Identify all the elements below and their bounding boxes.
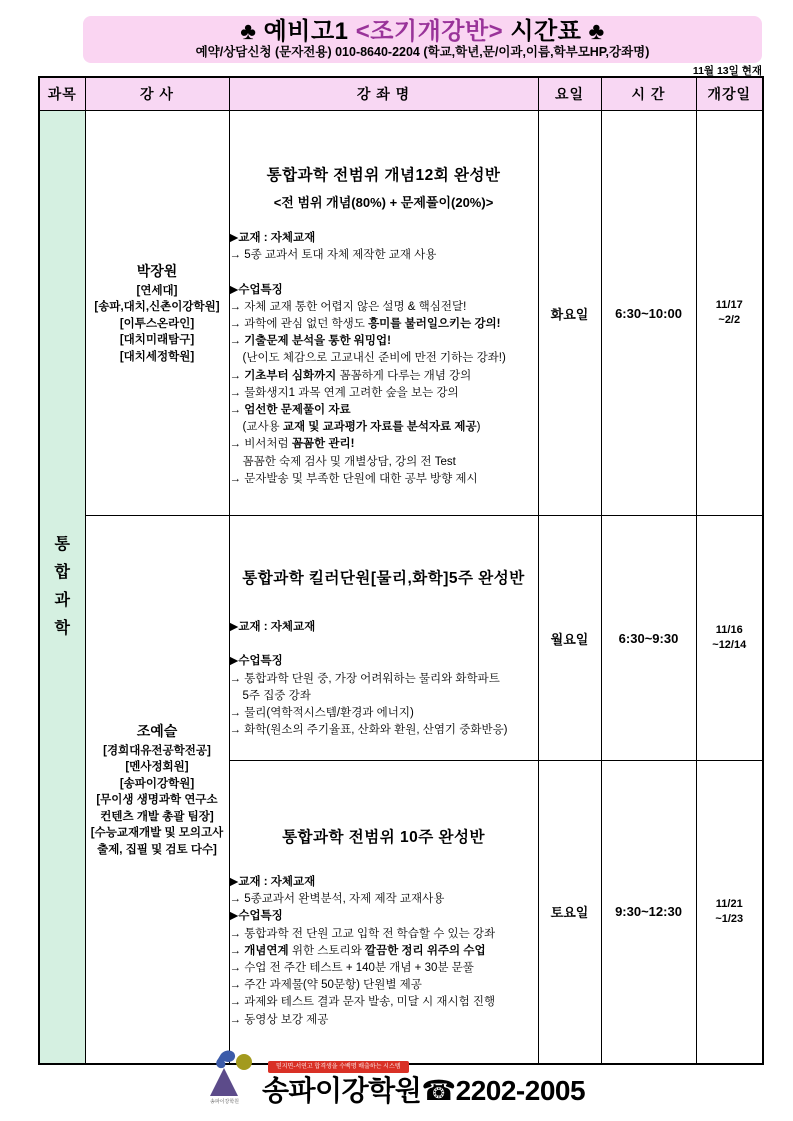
course-detail-line: → 과학에 관심 없던 학생도 흥미를 불러일으키는 강의! (229, 318, 501, 331)
course-detail-line: → 과제와 테스트 결과 문자 발송, 미달 시 재시험 진행 (229, 996, 496, 1009)
list-line: 과 (54, 591, 70, 609)
startdate-cell-1 (696, 111, 763, 516)
course-detail-line: → 수업 전 주간 테스트 + 140분 개념 + 30분 문풀 (229, 962, 474, 975)
list-line: 합 (54, 563, 70, 581)
col-header-course: 강 좌 명 (229, 77, 538, 111)
list-line: [이투스온라인] (119, 317, 195, 330)
instructor-credentials (86, 283, 229, 366)
slogan-ribbon: 믿지면-서연고 합격생을 수백명 배출하는 시스템 (268, 1061, 409, 1073)
day-cell-2: 월요일 (538, 516, 601, 761)
day-cell-1: 화요일 (538, 111, 601, 516)
col-header-instructor: 강 사 (85, 77, 229, 111)
course-details (230, 230, 538, 488)
svg-text:송파이강학원: 송파이강학원 (209, 1099, 239, 1105)
course-detail-line: → 물리(역학적시스템/환경과 에너지) (229, 707, 414, 720)
course-detail-line: → 화학(원소의 주기율표, 산화와 환원, 산염기 중화반응) (229, 724, 508, 737)
col-header-subject: 과목 (39, 77, 85, 111)
list-line: 통 (54, 535, 70, 553)
startdate-to: ~1/23 (715, 912, 744, 925)
title-suffix: 시간표 ♣ (503, 18, 605, 45)
list-line: 학 (54, 619, 70, 637)
course-row-1 (39, 111, 763, 516)
startdate-cell-2 (696, 516, 763, 761)
startdate-to: ~12/14 (712, 639, 747, 651)
course-detail-line (230, 636, 538, 653)
list-line: [송파,대치,신촌이강학원] (94, 301, 220, 314)
course-detail-line: → 엄선한 문제풀이 자료 (229, 404, 351, 417)
course-details (230, 619, 538, 739)
subject-vertical-label (40, 531, 85, 643)
course-detail-line: → 기출문제 분석을 통한 워밍업! (229, 335, 391, 348)
course-title: 통합과학 전범위 10주 완성반 (282, 829, 485, 846)
course-detail-line: → 기초부터 심화까지 꼼꼼하게 다루는 개념 강의 (229, 369, 472, 382)
course-detail-line: → 자체 교재 통한 어렵지 않은 설명 & 핵심전달! (229, 300, 467, 313)
time-cell-1: 6:30~10:00 (601, 111, 696, 516)
course-detail-line: → 동영상 보강 제공 (229, 1013, 329, 1026)
time-cell-2: 6:30~9:30 (601, 516, 696, 761)
list-line: [대치세정학원] (119, 350, 195, 363)
list-line: 컨텐츠 개발 총괄 팀장] (100, 810, 214, 823)
list-line: [송파이강학원] (119, 777, 195, 790)
time-cell-3: 9:30~12:30 (601, 761, 696, 1064)
course-cell-1 (229, 111, 538, 516)
page-title (83, 18, 762, 45)
list-line: [연세대] (136, 284, 178, 297)
course-detail-line: → 물화생지1 과목 연계 고려한 숲을 보는 강의 (229, 386, 459, 399)
course-row-2 (39, 516, 763, 761)
course-title: 통합과학 전범위 개념12회 완성반 (266, 167, 501, 184)
course-detail-line: 꼼꼼한 숙제 검사 및 개별상담, 강의 전 Test (242, 455, 456, 468)
course-subtitle: <전 범위 개념(80%) + 문제풀이(20%)> (273, 195, 494, 210)
as-of-date: 11월 13일 현재 (692, 65, 762, 77)
course-detail-line: ▶교재 : 자체교재 (229, 232, 316, 244)
academy-name (262, 1076, 585, 1106)
course-details (230, 874, 538, 1029)
instructor-cell-joyeseul (85, 516, 229, 1064)
timetable (38, 76, 764, 1065)
header-row (39, 77, 763, 111)
instructor-credentials (86, 743, 229, 859)
course-detail-line: → 개념연계 위한 스토리와 깔끔한 정리 위주의 수업 (229, 944, 486, 957)
course-detail-line: → 문자발송 및 부족한 단원에 대한 공부 방향 제시 (229, 472, 478, 485)
instructor-name: 박장원 (136, 262, 178, 279)
course-detail-line: ▶수업특징 (229, 910, 283, 923)
course-cell-3 (229, 761, 538, 1064)
list-line: [멘사정회원] (125, 761, 189, 773)
brand-text: 송파이강학원 (261, 1075, 422, 1106)
course-detail-line (230, 264, 538, 281)
col-header-time: 시 간 (601, 77, 696, 111)
day-cell-3: 토요일 (538, 761, 601, 1064)
list-line: 출제, 집필 및 검토 다수] (97, 843, 217, 856)
course-detail-line: → 5종교과서 완벽분석, 자제 제작 교재사용 (229, 893, 445, 906)
course-detail-line: → 통합과학 전 단원 고교 입학 전 학습할 수 있는 강좌 (229, 927, 496, 940)
course-cell-2 (229, 516, 538, 761)
list-line: [경희대유전공학전공] (103, 744, 211, 757)
phone-number: ☎2202-2005 (421, 1075, 586, 1106)
course-title: 통합과학 킬러단원[물리,화학]5주 완성반 (242, 570, 525, 587)
course-detail-line: (교사용 교재 및 교과평가 자료를 분석자료 제공) (242, 421, 481, 434)
title-prefix: ♣ 예비고1 (240, 18, 356, 45)
startdate-cell-3 (696, 761, 763, 1064)
course-detail-line: ▶교재 : 자체교재 (229, 621, 316, 633)
header-banner (83, 16, 762, 63)
startdate-from: 11/17 (715, 299, 743, 311)
subject-cell (39, 111, 85, 1064)
academy-logo-icon (208, 1050, 258, 1106)
col-header-startdate: 개강일 (696, 77, 763, 111)
course-detail-line: ▶수업특징 (229, 283, 283, 296)
course-detail-line: (난이도 체감으로 고교내신 준비에 만전 기하는 강좌!) (242, 352, 506, 365)
startdate-from: 11/21 (715, 897, 743, 910)
col-header-day: 요일 (538, 77, 601, 111)
list-line: [무이생 생명과학 연구소 (96, 794, 218, 806)
course-detail-line: → 비서처럼 꼼꼼한 관리! (229, 438, 355, 451)
course-detail-line: → 5종 교과서 토대 자체 제작한 교재 사용 (229, 249, 437, 262)
course-detail-line: → 통합과학 단원 중, 가장 어려워하는 물리와 화학파트 (229, 672, 500, 685)
reservation-subtitle: 예약/상담신청 (문자전용) 010-8640-2204 (학교,학년,문/이과,이름,학부모HP,강좌명) (195, 45, 650, 59)
instructor-cell-parkjangwon (85, 111, 229, 516)
course-detail-line: → 주간 과제물(약 50문항) 단원별 제공 (229, 979, 422, 992)
course-detail-line: 5주 집중 강좌 (242, 689, 311, 702)
list-line: [수능교재개발 및 모의고사 (90, 827, 224, 839)
title-highlight: <조기개강반> (355, 18, 504, 45)
footer (0, 1050, 793, 1106)
startdate-to: ~2/2 (718, 314, 741, 326)
course-detail-line: ▶교재 : 자체교재 (229, 876, 316, 888)
instructor-name: 조예슬 (136, 722, 178, 739)
startdate-from: 11/16 (715, 624, 743, 636)
list-line: [대치미래탐구] (119, 334, 195, 347)
course-detail-line: ▶수업특징 (229, 655, 283, 668)
